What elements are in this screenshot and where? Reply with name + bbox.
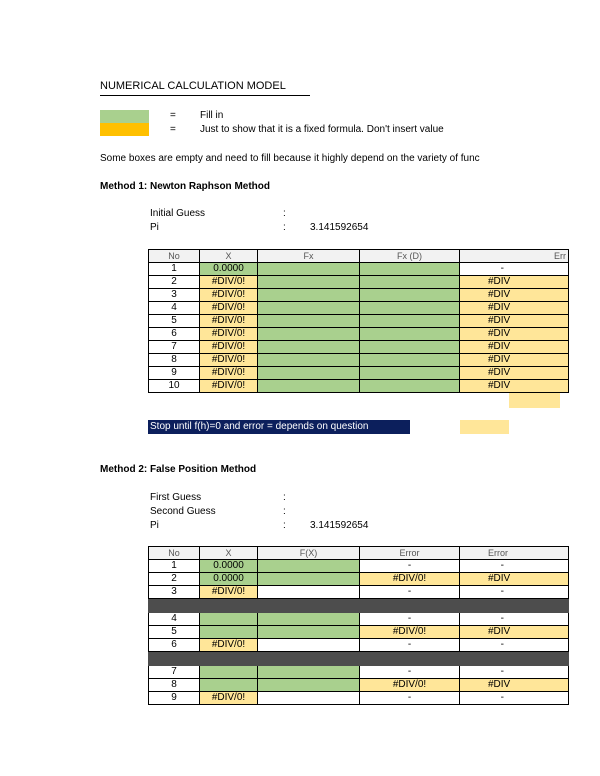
legend-equals: = xyxy=(170,110,176,121)
cell-error-2: - xyxy=(460,692,569,705)
cell-error: #DIV xyxy=(460,380,569,393)
stop-condition-cell xyxy=(460,420,509,434)
cell-no: 4 xyxy=(149,613,200,626)
cell-error-2: #DIV xyxy=(460,626,569,639)
cell-no: 1 xyxy=(149,560,200,573)
legend-fixed-swatch xyxy=(100,123,149,136)
cell-x: #DIV/0! xyxy=(200,639,258,652)
col-header-x: X xyxy=(200,547,258,560)
cell-error: - xyxy=(360,560,460,573)
col-header-x: X xyxy=(200,250,258,263)
cell-error-2: - xyxy=(460,639,569,652)
table-row xyxy=(149,341,569,354)
cell-error: - xyxy=(360,586,460,599)
table-row xyxy=(149,289,569,302)
pi-label: Pi xyxy=(150,520,159,531)
table-row xyxy=(149,639,569,652)
cell-fx[interactable] xyxy=(258,263,360,276)
cell-error: - xyxy=(460,263,569,276)
cell-fxd[interactable] xyxy=(360,289,460,302)
col-header-no: No xyxy=(149,250,200,263)
cell-fx[interactable] xyxy=(258,666,360,679)
cell-error: #DIV xyxy=(460,341,569,354)
pi-colon: : xyxy=(283,520,286,531)
first-guess-label: First Guess xyxy=(150,492,202,503)
false-position-table xyxy=(148,546,569,705)
cell-fx[interactable] xyxy=(258,354,360,367)
legend-equals: = xyxy=(170,124,176,135)
cell-no: 5 xyxy=(149,315,200,328)
cell-x[interactable] xyxy=(200,626,258,639)
pi-value: 3.141592654 xyxy=(310,222,369,233)
cell-fx[interactable] xyxy=(258,276,360,289)
pi-label: Pi xyxy=(150,222,159,233)
col-header-no: No xyxy=(149,547,200,560)
cell-error: #DIV/0! xyxy=(360,679,460,692)
cell-fx[interactable] xyxy=(258,302,360,315)
cell-fx[interactable] xyxy=(258,573,360,586)
cell-fx[interactable] xyxy=(258,613,360,626)
cell-no: 4 xyxy=(149,302,200,315)
table-row xyxy=(149,692,569,705)
col-header-error: Err xyxy=(460,250,569,263)
cell-error: - xyxy=(360,613,460,626)
cell-x: #DIV/0! xyxy=(200,354,258,367)
cell-x: #DIV/0! xyxy=(200,380,258,393)
cell-fx xyxy=(258,692,360,705)
col-header-fx: Fx xyxy=(258,250,360,263)
cell-fxd[interactable] xyxy=(360,276,460,289)
newton-table xyxy=(148,249,569,393)
cell-no: 6 xyxy=(149,639,200,652)
table-row xyxy=(149,328,569,341)
cell-no: 8 xyxy=(149,679,200,692)
table-row xyxy=(149,380,569,393)
initial-guess-colon: : xyxy=(283,208,286,219)
cell-fx[interactable] xyxy=(258,679,360,692)
note-text: Some boxes are empty and need to fill because it highly depend on the variety of func xyxy=(100,153,480,164)
cell-fx[interactable] xyxy=(258,315,360,328)
cell-fxd[interactable] xyxy=(360,367,460,380)
cell-x[interactable] xyxy=(200,679,258,692)
legend-fixed-text: Just to show that it is a fixed formula. Don't insert value xyxy=(200,124,444,135)
table-row xyxy=(149,573,569,586)
cell-no: 10 xyxy=(149,380,200,393)
cell-error: - xyxy=(360,666,460,679)
legend-fill-text: Fill in xyxy=(200,110,224,121)
table-row xyxy=(149,560,569,573)
cell-error: #DIV xyxy=(460,302,569,315)
second-guess-label: Second Guess xyxy=(150,506,216,517)
cell-x: #DIV/0! xyxy=(200,276,258,289)
cell-fx[interactable] xyxy=(258,341,360,354)
table-row xyxy=(149,354,569,367)
cell-error: #DIV/0! xyxy=(360,626,460,639)
cell-error-2: - xyxy=(460,586,569,599)
cell-no: 8 xyxy=(149,354,200,367)
cell-x[interactable] xyxy=(200,666,258,679)
cell-fx[interactable] xyxy=(258,328,360,341)
cell-x: #DIV/0! xyxy=(200,302,258,315)
cell-no: 2 xyxy=(149,276,200,289)
table-row xyxy=(149,276,569,289)
table-row xyxy=(149,302,569,315)
title-underline xyxy=(100,95,310,96)
cell-error: - xyxy=(360,639,460,652)
method1-heading: Method 1: Newton Raphson Method xyxy=(100,181,270,192)
cell-fxd[interactable] xyxy=(360,302,460,315)
iteration-separator xyxy=(149,652,569,666)
cell-fxd[interactable] xyxy=(360,328,460,341)
cell-no: 7 xyxy=(149,341,200,354)
table-row xyxy=(149,367,569,380)
cell-error: #DIV/0! xyxy=(360,573,460,586)
cell-fx xyxy=(258,639,360,652)
col-header-error: Error xyxy=(360,547,460,560)
table-row xyxy=(149,586,569,599)
cell-no: 1 xyxy=(149,263,200,276)
cell-x[interactable]: 0.0000 xyxy=(200,263,258,276)
legend-fill-swatch xyxy=(100,110,149,123)
page-title: NUMERICAL CALCULATION MODEL xyxy=(100,80,286,92)
table-row xyxy=(149,315,569,328)
second-guess-colon: : xyxy=(283,506,286,517)
cell-fx xyxy=(258,586,360,599)
cell-no: 2 xyxy=(149,573,200,586)
cell-x: #DIV/0! xyxy=(200,586,258,599)
cell-error-2: - xyxy=(460,666,569,679)
cell-no: 5 xyxy=(149,626,200,639)
cell-no: 9 xyxy=(149,367,200,380)
cell-fxd[interactable] xyxy=(360,315,460,328)
table-row xyxy=(149,679,569,692)
table-row xyxy=(149,626,569,639)
cell-error: #DIV xyxy=(460,276,569,289)
cell-fx[interactable] xyxy=(258,560,360,573)
col-header-fxd: Fx (D) xyxy=(360,250,460,263)
cell-no: 7 xyxy=(149,666,200,679)
cell-fxd[interactable] xyxy=(360,380,460,393)
first-guess-colon: : xyxy=(283,492,286,503)
cell-x: #DIV/0! xyxy=(200,692,258,705)
cell-fxd[interactable] xyxy=(360,263,460,276)
col-header-error-2: Error xyxy=(460,547,569,560)
cell-x: #DIV/0! xyxy=(200,341,258,354)
table-row xyxy=(149,613,569,626)
cell-x: #DIV/0! xyxy=(200,315,258,328)
pi-value: 3.141592654 xyxy=(310,520,369,531)
cell-error: #DIV xyxy=(460,315,569,328)
cell-fxd[interactable] xyxy=(360,341,460,354)
cell-error: #DIV xyxy=(460,328,569,341)
cell-x[interactable] xyxy=(200,613,258,626)
col-header-fx: F(X) xyxy=(258,547,360,560)
false-position-table-viewport xyxy=(148,546,509,720)
cell-x: #DIV/0! xyxy=(200,367,258,380)
cell-x[interactable]: 0.0000 xyxy=(200,560,258,573)
cell-error-2: - xyxy=(460,560,569,573)
cell-error-2: - xyxy=(460,613,569,626)
cell-fx[interactable] xyxy=(258,380,360,393)
cell-fx[interactable] xyxy=(258,626,360,639)
cell-fxd[interactable] xyxy=(360,354,460,367)
cell-fx[interactable] xyxy=(258,289,360,302)
iteration-separator xyxy=(149,599,569,613)
table-row xyxy=(149,666,569,679)
cell-error: - xyxy=(360,692,460,705)
method2-heading: Method 2: False Position Method xyxy=(100,464,257,475)
cell-no: 3 xyxy=(149,586,200,599)
cell-x[interactable]: 0.0000 xyxy=(200,573,258,586)
cell-error: #DIV xyxy=(460,354,569,367)
pi-colon: : xyxy=(283,222,286,233)
cell-fx[interactable] xyxy=(258,367,360,380)
newton-table-viewport xyxy=(148,249,566,409)
cell-error-2: #DIV xyxy=(460,679,569,692)
cell-error: #DIV xyxy=(460,289,569,302)
initial-guess-label: Initial Guess xyxy=(150,208,206,219)
cell-x: #DIV/0! xyxy=(200,328,258,341)
cell-error: #DIV xyxy=(460,367,569,380)
cell-error-2: #DIV xyxy=(460,573,569,586)
cell-no: 3 xyxy=(149,289,200,302)
table-row xyxy=(149,263,569,276)
stop-condition-banner: Stop until f(h)=0 and error = depends on question xyxy=(148,420,410,434)
cell-no: 9 xyxy=(149,692,200,705)
cell-x: #DIV/0! xyxy=(200,289,258,302)
cell-no: 6 xyxy=(149,328,200,341)
